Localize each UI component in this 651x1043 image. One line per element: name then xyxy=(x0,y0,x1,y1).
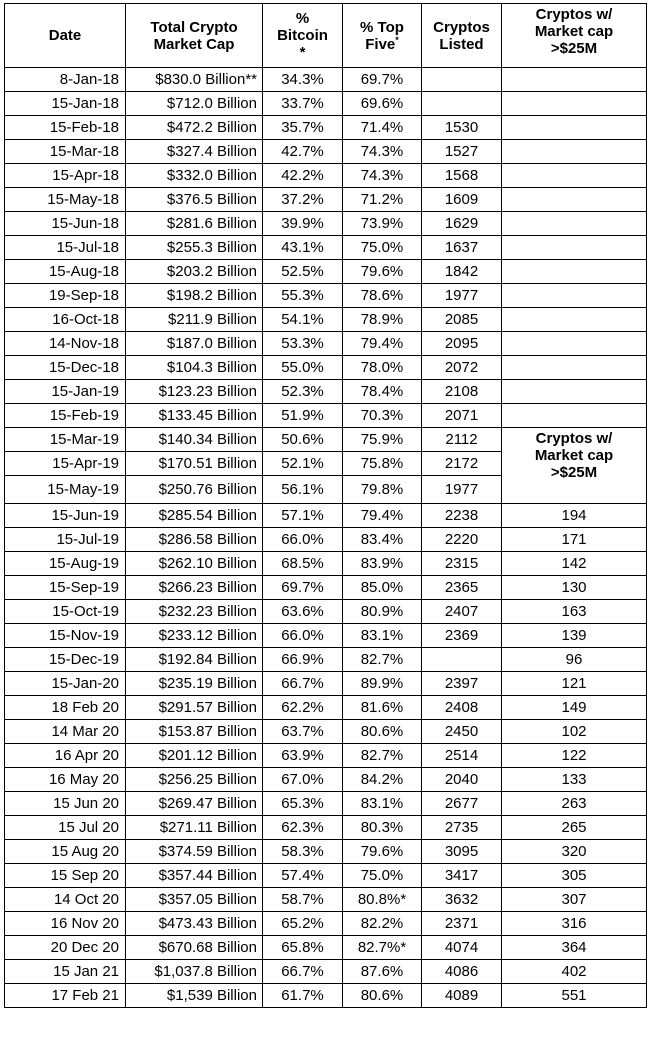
cell-top-five-pct: 75.9% xyxy=(343,428,422,452)
cell-market-cap: $1,539 Billion xyxy=(126,984,263,1008)
cell-cryptos-listed: 1977 xyxy=(422,284,502,308)
header-cryptos-listed: Cryptos Listed xyxy=(422,4,502,68)
cell-cryptos-over-25m xyxy=(502,260,647,284)
cell-bitcoin-pct: 63.6% xyxy=(263,600,343,624)
cell-date: 15 Jul 20 xyxy=(5,816,126,840)
cell-date: 15 Jan 21 xyxy=(5,960,126,984)
cell-market-cap: $281.6 Billion xyxy=(126,212,263,236)
cell-cryptos-over-25m xyxy=(502,380,647,404)
cell-cryptos-listed: 2514 xyxy=(422,744,502,768)
cell-cryptos-listed: 2220 xyxy=(422,528,502,552)
cell-date: 15-Sep-19 xyxy=(5,576,126,600)
cell-top-five-pct: 79.8% xyxy=(343,476,422,504)
table-row xyxy=(5,284,647,308)
cell-market-cap: $374.59 Billion xyxy=(126,840,263,864)
table-row xyxy=(5,600,647,624)
cell-cryptos-over-25m: 121 xyxy=(502,672,647,696)
cell-top-five-pct: 83.4% xyxy=(343,528,422,552)
cell-top-five-pct: 87.6% xyxy=(343,960,422,984)
cell-cryptos-over-25m: 263 xyxy=(502,792,647,816)
cell-market-cap: $104.3 Billion xyxy=(126,356,263,380)
cell-cryptos-listed: 2172 xyxy=(422,452,502,476)
cell-bitcoin-pct: 42.2% xyxy=(263,164,343,188)
cell-market-cap: $472.2 Billion xyxy=(126,116,263,140)
cell-cryptos-over-25m xyxy=(502,140,647,164)
cell-cryptos-over-25m: 171 xyxy=(502,528,647,552)
cell-top-five-pct: 80.8%* xyxy=(343,888,422,912)
cell-date: 14-Nov-18 xyxy=(5,332,126,356)
table-row xyxy=(5,576,647,600)
cell-date: 15-Oct-19 xyxy=(5,600,126,624)
cell-cryptos-over-25m: 139 xyxy=(502,624,647,648)
cell-top-five-pct: 83.9% xyxy=(343,552,422,576)
table-row xyxy=(5,768,647,792)
cell-date: 15-Nov-19 xyxy=(5,624,126,648)
cell-cryptos-listed: 2677 xyxy=(422,792,502,816)
cell-market-cap: $250.76 Billion xyxy=(126,476,263,504)
cell-cryptos-listed: 4086 xyxy=(422,960,502,984)
cell-top-five-pct: 69.6% xyxy=(343,92,422,116)
cell-date: 15-Jul-19 xyxy=(5,528,126,552)
cell-market-cap: $192.84 Billion xyxy=(126,648,263,672)
cell-bitcoin-pct: 65.8% xyxy=(263,936,343,960)
cell-date: 15-Jun-18 xyxy=(5,212,126,236)
cell-bitcoin-pct: 67.0% xyxy=(263,768,343,792)
cell-bitcoin-pct: 50.6% xyxy=(263,428,343,452)
cell-top-five-pct: 80.3% xyxy=(343,816,422,840)
cell-bitcoin-pct: 37.2% xyxy=(263,188,343,212)
table-row xyxy=(5,212,647,236)
cell-top-five-pct: 71.2% xyxy=(343,188,422,212)
cell-market-cap: $286.58 Billion xyxy=(126,528,263,552)
cell-top-five-pct: 70.3% xyxy=(343,404,422,428)
cell-market-cap: $235.19 Billion xyxy=(126,672,263,696)
crypto-market-table xyxy=(4,3,647,1008)
cell-cryptos-listed: 2397 xyxy=(422,672,502,696)
cell-market-cap: $473.43 Billion xyxy=(126,912,263,936)
cell-top-five-pct: 73.9% xyxy=(343,212,422,236)
cell-cryptos-listed: 4089 xyxy=(422,984,502,1008)
cell-top-five-pct: 74.3% xyxy=(343,140,422,164)
cell-market-cap: $332.0 Billion xyxy=(126,164,263,188)
cell-cryptos-over-25m xyxy=(502,188,647,212)
cell-market-cap: $357.44 Billion xyxy=(126,864,263,888)
cell-date: 16-Oct-18 xyxy=(5,308,126,332)
cell-cryptos-over-25m: 149 xyxy=(502,696,647,720)
cell-cryptos-over-25m: 133 xyxy=(502,768,647,792)
cell-top-five-pct: 69.7% xyxy=(343,68,422,92)
cell-top-five-pct: 78.0% xyxy=(343,356,422,380)
cell-market-cap: $233.12 Billion xyxy=(126,624,263,648)
cell-bitcoin-pct: 62.2% xyxy=(263,696,343,720)
table-row xyxy=(5,188,647,212)
header-bitcoin-pct: % Bitcoin * xyxy=(263,4,343,68)
cell-bitcoin-pct: 52.1% xyxy=(263,452,343,476)
cell-cryptos-listed: 2072 xyxy=(422,356,502,380)
cell-bitcoin-pct: 57.1% xyxy=(263,504,343,528)
cell-date: 15 Jun 20 xyxy=(5,792,126,816)
table-row xyxy=(5,428,647,452)
table-row xyxy=(5,816,647,840)
cell-cryptos-listed xyxy=(422,648,502,672)
cell-bitcoin-pct: 35.7% xyxy=(263,116,343,140)
cell-market-cap: $198.2 Billion xyxy=(126,284,263,308)
cell-cryptos-over-25m xyxy=(502,212,647,236)
cell-cryptos-over-25m xyxy=(502,164,647,188)
table-row xyxy=(5,960,647,984)
cell-top-five-pct: 82.7% xyxy=(343,744,422,768)
cell-bitcoin-pct: 61.7% xyxy=(263,984,343,1008)
cell-cryptos-over-25m: 307 xyxy=(502,888,647,912)
cell-top-five-pct: 84.2% xyxy=(343,768,422,792)
cell-cryptos-over-25m: 320 xyxy=(502,840,647,864)
table-row xyxy=(5,552,647,576)
cell-date: 14 Mar 20 xyxy=(5,720,126,744)
cell-bitcoin-pct: 66.7% xyxy=(263,960,343,984)
cell-top-five-pct: 78.4% xyxy=(343,380,422,404)
table-row xyxy=(5,936,647,960)
cell-date: 8-Jan-18 xyxy=(5,68,126,92)
table-row xyxy=(5,912,647,936)
cell-date: 15-Feb-18 xyxy=(5,116,126,140)
cell-date: 19-Sep-18 xyxy=(5,284,126,308)
cell-bitcoin-pct: 33.7% xyxy=(263,92,343,116)
page xyxy=(4,3,647,1008)
cell-cryptos-listed: 2071 xyxy=(422,404,502,428)
cell-cryptos-over-25m: 122 xyxy=(502,744,647,768)
cell-cryptos-over-25m xyxy=(502,404,647,428)
cell-cryptos-over-25m: 305 xyxy=(502,864,647,888)
table-row xyxy=(5,648,647,672)
cell-cryptos-over-25m xyxy=(502,332,647,356)
cell-market-cap: $140.34 Billion xyxy=(126,428,263,452)
table-row xyxy=(5,720,647,744)
table-row xyxy=(5,356,647,380)
table-row xyxy=(5,696,647,720)
cell-cryptos-listed: 1637 xyxy=(422,236,502,260)
cell-date: 15-Apr-18 xyxy=(5,164,126,188)
cell-bitcoin-pct: 58.7% xyxy=(263,888,343,912)
header-market-cap: Total Crypto Market Cap xyxy=(126,4,263,68)
cell-bitcoin-pct: 69.7% xyxy=(263,576,343,600)
table-row xyxy=(5,260,647,284)
cell-date: 18 Feb 20 xyxy=(5,696,126,720)
cell-cryptos-over-25m: 102 xyxy=(502,720,647,744)
cell-top-five-pct: 75.0% xyxy=(343,236,422,260)
cell-bitcoin-pct: 42.7% xyxy=(263,140,343,164)
cell-bitcoin-pct: 66.0% xyxy=(263,528,343,552)
cell-date: 15-Mar-18 xyxy=(5,140,126,164)
cell-date: 15-Jan-19 xyxy=(5,380,126,404)
cell-market-cap: $123.23 Billion xyxy=(126,380,263,404)
header-top-five-pct: % Top Five* xyxy=(343,4,422,68)
cell-bitcoin-pct: 51.9% xyxy=(263,404,343,428)
cell-bitcoin-pct: 55.0% xyxy=(263,356,343,380)
cell-date: 15-Jul-18 xyxy=(5,236,126,260)
cell-date: 15-Feb-19 xyxy=(5,404,126,428)
cell-market-cap: $376.5 Billion xyxy=(126,188,263,212)
cell-cryptos-listed: 2369 xyxy=(422,624,502,648)
cell-cryptos-listed: 1609 xyxy=(422,188,502,212)
table-row xyxy=(5,236,647,260)
cell-bitcoin-pct: 52.5% xyxy=(263,260,343,284)
cell-market-cap: $670.68 Billion xyxy=(126,936,263,960)
cell-market-cap: $1,037.8 Billion xyxy=(126,960,263,984)
cell-bitcoin-pct: 43.1% xyxy=(263,236,343,260)
table-row xyxy=(5,864,647,888)
cell-cryptos-listed: 3095 xyxy=(422,840,502,864)
cell-market-cap: $266.23 Billion xyxy=(126,576,263,600)
cell-top-five-pct: 74.3% xyxy=(343,164,422,188)
cell-cryptos-over-25m: 551 xyxy=(502,984,647,1008)
cell-top-five-pct: 85.0% xyxy=(343,576,422,600)
cell-date: 15-Jun-19 xyxy=(5,504,126,528)
cell-cryptos-listed: 2040 xyxy=(422,768,502,792)
cell-market-cap: $232.23 Billion xyxy=(126,600,263,624)
cell-cryptos-listed: 2238 xyxy=(422,504,502,528)
cell-market-cap: $256.25 Billion xyxy=(126,768,263,792)
cell-top-five-pct: 75.8% xyxy=(343,452,422,476)
cell-bitcoin-pct: 57.4% xyxy=(263,864,343,888)
cell-cryptos-listed: 2371 xyxy=(422,912,502,936)
table-row xyxy=(5,92,647,116)
cell-market-cap: $712.0 Billion xyxy=(126,92,263,116)
cell-cryptos-listed: 1527 xyxy=(422,140,502,164)
cell-market-cap: $203.2 Billion xyxy=(126,260,263,284)
cell-date: 17 Feb 21 xyxy=(5,984,126,1008)
cell-date: 15-Aug-19 xyxy=(5,552,126,576)
cell-date: 15-Mar-19 xyxy=(5,428,126,452)
cell-cryptos-over-25m xyxy=(502,356,647,380)
cell-market-cap: $262.10 Billion xyxy=(126,552,263,576)
cell-bitcoin-pct: 34.3% xyxy=(263,68,343,92)
cell-market-cap: $285.54 Billion xyxy=(126,504,263,528)
cell-cryptos-over-25m: 364 xyxy=(502,936,647,960)
cell-top-five-pct: 79.6% xyxy=(343,260,422,284)
cell-market-cap: $830.0 Billion** xyxy=(126,68,263,92)
cell-date: 14 Oct 20 xyxy=(5,888,126,912)
cell-bitcoin-pct: 63.7% xyxy=(263,720,343,744)
cell-bitcoin-pct: 66.9% xyxy=(263,648,343,672)
cell-cryptos-over-25m xyxy=(502,236,647,260)
cell-top-five-pct: 79.6% xyxy=(343,840,422,864)
cell-top-five-pct: 80.6% xyxy=(343,720,422,744)
cell-bitcoin-pct: 65.2% xyxy=(263,912,343,936)
cell-date: 15-Jan-20 xyxy=(5,672,126,696)
cell-top-five-pct: 83.1% xyxy=(343,624,422,648)
table-row xyxy=(5,888,647,912)
cell-bitcoin-pct: 66.0% xyxy=(263,624,343,648)
table-row xyxy=(5,792,647,816)
cell-bitcoin-pct: 54.1% xyxy=(263,308,343,332)
cell-market-cap: $255.3 Billion xyxy=(126,236,263,260)
cell-bitcoin-pct: 68.5% xyxy=(263,552,343,576)
cell-cryptos-listed xyxy=(422,68,502,92)
cell-cryptos-listed: 2085 xyxy=(422,308,502,332)
cell-date: 15-Aug-18 xyxy=(5,260,126,284)
cell-cryptos-over-25m: 265 xyxy=(502,816,647,840)
cell-date: 15-Dec-18 xyxy=(5,356,126,380)
table-row xyxy=(5,840,647,864)
header-cryptos-over-25m: Cryptos w/ Market cap >$25M xyxy=(502,4,647,68)
cell-cryptos-over-25m: 316 xyxy=(502,912,647,936)
cell-market-cap: $291.57 Billion xyxy=(126,696,263,720)
table-row xyxy=(5,140,647,164)
cell-cryptos-listed: 2108 xyxy=(422,380,502,404)
cell-market-cap: $187.0 Billion xyxy=(126,332,263,356)
cell-cryptos-listed: 1568 xyxy=(422,164,502,188)
cell-market-cap: $170.51 Billion xyxy=(126,452,263,476)
cell-bitcoin-pct: 62.3% xyxy=(263,816,343,840)
table-row xyxy=(5,672,647,696)
cell-cryptos-listed: 2095 xyxy=(422,332,502,356)
cell-cryptos-listed xyxy=(422,92,502,116)
cell-top-five-pct: 78.9% xyxy=(343,308,422,332)
cell-bitcoin-pct: 53.3% xyxy=(263,332,343,356)
subheader-cryptos-over-25m: Cryptos w/ Market cap >$25M xyxy=(502,428,647,504)
cell-bitcoin-pct: 65.3% xyxy=(263,792,343,816)
cell-market-cap: $133.45 Billion xyxy=(126,404,263,428)
cell-cryptos-over-25m xyxy=(502,68,647,92)
cell-bitcoin-pct: 55.3% xyxy=(263,284,343,308)
table-row xyxy=(5,744,647,768)
cell-top-five-pct: 79.4% xyxy=(343,504,422,528)
cell-cryptos-listed: 2735 xyxy=(422,816,502,840)
cell-top-five-pct: 78.6% xyxy=(343,284,422,308)
cell-market-cap: $153.87 Billion xyxy=(126,720,263,744)
table-row xyxy=(5,984,647,1008)
cell-bitcoin-pct: 39.9% xyxy=(263,212,343,236)
cell-top-five-pct: 80.9% xyxy=(343,600,422,624)
cell-market-cap: $327.4 Billion xyxy=(126,140,263,164)
cell-date: 15-Jan-18 xyxy=(5,92,126,116)
cell-top-five-pct: 82.2% xyxy=(343,912,422,936)
cell-cryptos-listed: 2112 xyxy=(422,428,502,452)
cell-date: 15 Aug 20 xyxy=(5,840,126,864)
cell-cryptos-over-25m xyxy=(502,92,647,116)
table-row xyxy=(5,332,647,356)
table-row xyxy=(5,528,647,552)
table-row xyxy=(5,504,647,528)
cell-cryptos-listed: 1977 xyxy=(422,476,502,504)
cell-cryptos-over-25m: 130 xyxy=(502,576,647,600)
cell-cryptos-over-25m: 142 xyxy=(502,552,647,576)
header-date: Date xyxy=(5,4,126,68)
cell-date: 16 Nov 20 xyxy=(5,912,126,936)
cell-date: 20 Dec 20 xyxy=(5,936,126,960)
cell-top-five-pct: 80.6% xyxy=(343,984,422,1008)
cell-market-cap: $357.05 Billion xyxy=(126,888,263,912)
cell-date: 15-May-18 xyxy=(5,188,126,212)
cell-top-five-pct: 83.1% xyxy=(343,792,422,816)
table-row xyxy=(5,116,647,140)
cell-cryptos-over-25m xyxy=(502,308,647,332)
cell-cryptos-over-25m: 163 xyxy=(502,600,647,624)
cell-market-cap: $211.9 Billion xyxy=(126,308,263,332)
cell-top-five-pct: 79.4% xyxy=(343,332,422,356)
table-row xyxy=(5,164,647,188)
cell-cryptos-listed: 2408 xyxy=(422,696,502,720)
cell-cryptos-over-25m: 402 xyxy=(502,960,647,984)
cell-date: 16 Apr 20 xyxy=(5,744,126,768)
table-row xyxy=(5,68,647,92)
table-body xyxy=(5,68,647,1008)
cell-date: 16 May 20 xyxy=(5,768,126,792)
cell-bitcoin-pct: 66.7% xyxy=(263,672,343,696)
cell-date: 15 Sep 20 xyxy=(5,864,126,888)
cell-cryptos-listed: 1842 xyxy=(422,260,502,284)
cell-date: 15-May-19 xyxy=(5,476,126,504)
cell-cryptos-listed: 2365 xyxy=(422,576,502,600)
table-row xyxy=(5,404,647,428)
cell-cryptos-listed: 2450 xyxy=(422,720,502,744)
cell-cryptos-listed: 4074 xyxy=(422,936,502,960)
table-row xyxy=(5,624,647,648)
cell-top-five-pct: 82.7%* xyxy=(343,936,422,960)
cell-cryptos-over-25m: 194 xyxy=(502,504,647,528)
table-row xyxy=(5,380,647,404)
cell-bitcoin-pct: 63.9% xyxy=(263,744,343,768)
cell-cryptos-listed: 1629 xyxy=(422,212,502,236)
cell-cryptos-listed: 2315 xyxy=(422,552,502,576)
cell-top-five-pct: 89.9% xyxy=(343,672,422,696)
cell-top-five-pct: 81.6% xyxy=(343,696,422,720)
header-row xyxy=(5,4,647,68)
cell-bitcoin-pct: 56.1% xyxy=(263,476,343,504)
cell-top-five-pct: 82.7% xyxy=(343,648,422,672)
cell-cryptos-over-25m: 96 xyxy=(502,648,647,672)
cell-cryptos-over-25m xyxy=(502,284,647,308)
cell-cryptos-listed: 1530 xyxy=(422,116,502,140)
cell-market-cap: $271.11 Billion xyxy=(126,816,263,840)
cell-bitcoin-pct: 58.3% xyxy=(263,840,343,864)
cell-cryptos-listed: 3632 xyxy=(422,888,502,912)
cell-market-cap: $269.47 Billion xyxy=(126,792,263,816)
table-row xyxy=(5,308,647,332)
cell-date: 15-Apr-19 xyxy=(5,452,126,476)
cell-market-cap: $201.12 Billion xyxy=(126,744,263,768)
cell-top-five-pct: 71.4% xyxy=(343,116,422,140)
cell-cryptos-listed: 2407 xyxy=(422,600,502,624)
cell-bitcoin-pct: 52.3% xyxy=(263,380,343,404)
cell-date: 15-Dec-19 xyxy=(5,648,126,672)
cell-top-five-pct: 75.0% xyxy=(343,864,422,888)
cell-cryptos-over-25m xyxy=(502,116,647,140)
cell-cryptos-listed: 3417 xyxy=(422,864,502,888)
